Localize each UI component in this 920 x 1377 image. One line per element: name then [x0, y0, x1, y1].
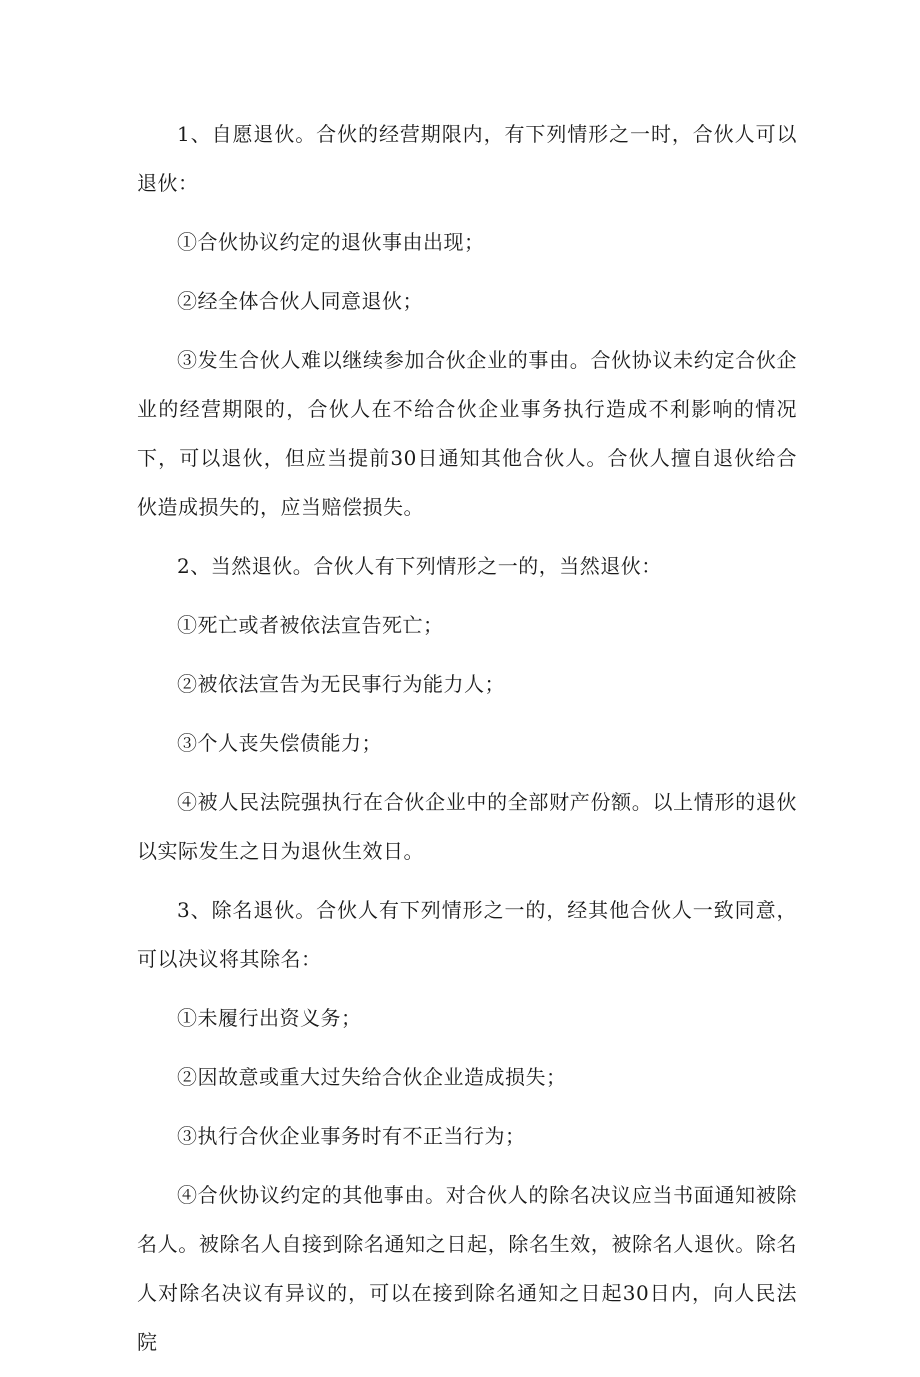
- paragraph-9: ④被人民法院强执行在合伙企业中的全部财产份额。以上情形的退伙以实际发生之日为退伙生效日。: [137, 790, 797, 863]
- paragraph-7: ②被依法宣告为无民事行为能力人；: [177, 672, 505, 696]
- paragraph-11: ①未履行出资义务；: [177, 1006, 362, 1030]
- paragraph-1: 1、自愿退伙。合伙的经营期限内，有下列情形之一时，合伙人可以退伙：: [137, 122, 797, 195]
- paragraph-3: ②经全体合伙人同意退伙；: [177, 289, 423, 313]
- paragraph-10: 3、除名退伙。合伙人有下列情形之一的，经其他合伙人一致同意，可以决议将其除名：: [137, 898, 797, 971]
- paragraph-5: 2、当然退伙。合伙人有下列情形之一的，当然退伙：: [177, 554, 662, 578]
- document-body: [137, 110, 797, 1377]
- paragraph-13: ③执行合伙企业事务时有不正当行为；: [177, 1124, 526, 1148]
- paragraph-6: ①死亡或者被依法宣告死亡；: [177, 613, 444, 637]
- paragraph-8: ③个人丧失偿债能力；: [177, 731, 382, 755]
- paragraph-2: ①合伙协议约定的退伙事由出现；: [177, 230, 485, 254]
- paragraph-14: ④合伙协议约定的其他事由。对合伙人的除名决议应当书面通知被除名人。被除名人自接到除名通知之日起，除名生效，被除名人退伙。除名人对除名决议有异议的，可以在接到除名通知之日起30日内，向人民法院: [137, 1183, 797, 1354]
- paragraph-4: ③发生合伙人难以继续参加合伙企业的事由。合伙协议未约定合伙企业的经营期限的，合伙人在不给合伙企业事务执行造成不利影响的情况下，可以退伙，但应当提前30日通知其他合伙人。合伙人擅自退伙给合伙造成损失的，应当赔偿损失。: [137, 348, 797, 519]
- paragraph-12: ②因故意或重大过失给合伙企业造成损失；: [177, 1065, 567, 1089]
